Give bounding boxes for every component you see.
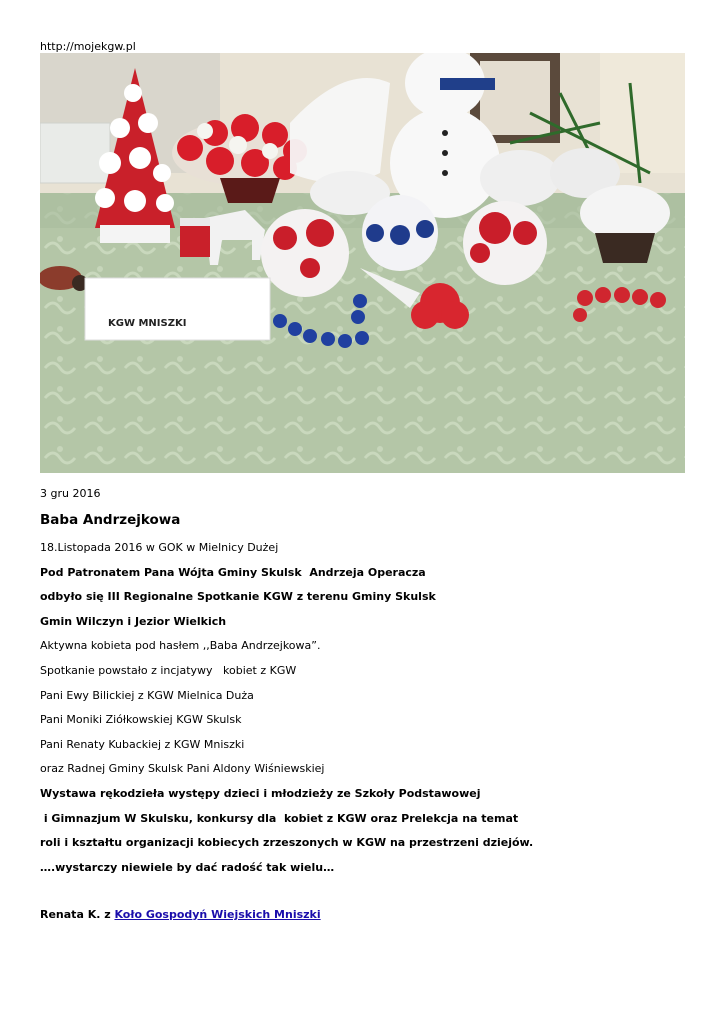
- post-body: [40, 541, 690, 885]
- post-date: 3 gru 2016: [40, 487, 101, 500]
- page-url: http://mojekgw.pl: [40, 40, 136, 53]
- body-line: Pani Renaty Kubackiej z KGW Mniszki: [40, 737, 245, 751]
- body-line: Pani Moniki Ziółkowskiej KGW Skulsk: [40, 713, 242, 727]
- body-line: oraz Radnej Gminy Skulsk Pani Aldony Wiśniewskiej: [40, 762, 325, 776]
- post-title: Baba Andrzejkowa: [40, 512, 181, 528]
- body-line: Aktywna kobieta pod hasłem ,,Baba Andrzejkowa”.: [40, 639, 321, 653]
- body-line: odbyło się III Regionalne Spotkanie KGW z terenu Gminy Skulsk: [40, 590, 436, 604]
- body-line: Wystawa rękodzieła występy dzieci i młodzieży ze Szkoły Podstawowej: [40, 786, 481, 800]
- signature-prefix: Renata K. z: [40, 908, 115, 921]
- body-line: Pod Patronatem Pana Wójta Gminy Skulsk Andrzeja Operacza: [40, 565, 426, 579]
- body-line: Gmin Wilczyn i Jezior Wielkich: [40, 614, 227, 628]
- signature: [40, 908, 321, 921]
- body-line: Spotkanie powstało z incjatywy kobiet z KGW: [40, 663, 297, 677]
- kgw-mniszki-link[interactable]: Koło Gospodyń Wiejskich Mniszki: [114, 908, 321, 921]
- body-line: i Gimnazjum W Skulsku, konkursy dla kobiet z KGW oraz Prelekcja na temat: [40, 811, 519, 825]
- body-line: Pani Ewy Bilickiej z KGW Mielnica Duża: [40, 688, 254, 702]
- body-line: 18.Listopada 2016 w GOK w Mielnicy Dużej: [40, 541, 279, 554]
- body-line: roli i kształtu organizacji kobiecych zrzeszonych w KGW na przestrzeni dziejów.: [40, 836, 534, 850]
- exhibition-photo: [40, 53, 685, 473]
- card-label: KGW MNISZKI: [108, 318, 187, 329]
- body-line: ….wystarczy niewiele by dać radość tak wielu…: [40, 860, 335, 874]
